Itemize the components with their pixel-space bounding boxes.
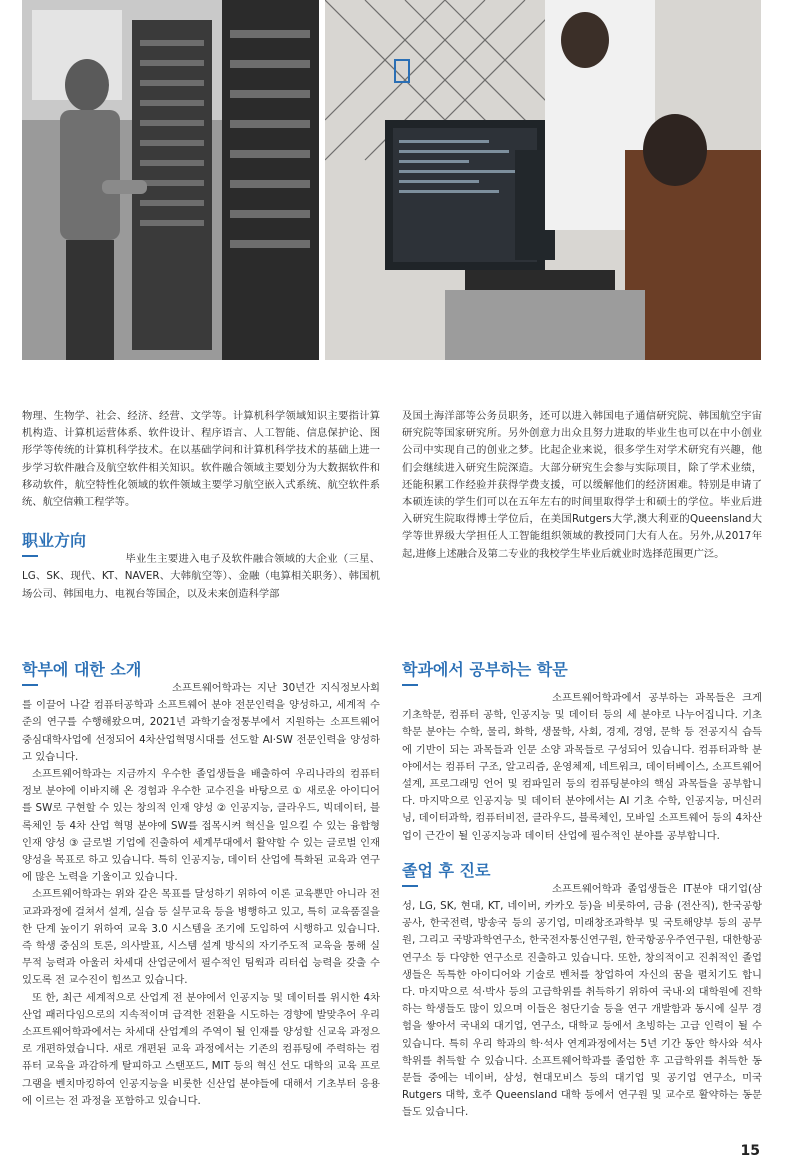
zh-left-column [22, 408, 380, 603]
zh-career-title: 职业方向 [22, 531, 87, 551]
ko-grad-text: 소프트웨어학과 졸업생들은 IT분야 대기업(삼성, LG, SK, 현대, KT, 네이버, 카카오 등)을 비롯하여, 금융 (전산직), 한국공항공사, 한국전력, 방송국 등의 공기업, 미래창조과학부 및 국토해양부 등의 공무원, 그리고 국방과학연구소, 한국전자통신연구원, 한국항공우주연구원, 대한항공연구소 등 다양한 연구소로 진출하고 있습니다. 또한, 창의적이고 진취적인 졸업생들은 독특한 아이디어와 기술로 벤처를 창업하여 자신의 꿈을 펼치기도 합니다. 마지막으로 석·박사 등의 고급학위를 취득하기 위하여 국내·외 대학원에 진학하는 학생들도 많이 있으며 이들은 첨단기술 등을 연구 개발함과 동시에 실무 경험을 쌓아서 국내외 대기업, 연구소, 대학교 등에서 초빙하는 고급 인력이 될 수 있습니다. 특히 우리 학과의 학·석사 연계과정에서는 5년 기간 동안 학사와 석사학위를 취득할 수 있습니다. 소프트웨어학과를 졸업한 후 고급학위를 취득한 동문들 중에는 네이버, 삼성, 현대모비스 등의 대기업 및 공기업 연구소, 미국 Rutgers 대학, 호주 Queensland 대학 등에서 연구원 및 교수로 활약하는 동문들도 있습니다. [402, 882, 762, 1119]
photo-students-at-computer [325, 0, 761, 360]
zh-career-text: 毕业生主要进入电子及软件融合领域的大企业（三星、LG、SK、现代、KT、NAVER、大韩航空等）、金融（电算相关职务）、韩国机场公司、韩国电力、电视台等国企，以及未来创造科学部 [22, 553, 380, 600]
zh-intro-text: 物理、生物学、社会、经济、经营、文学等。计算机科学领域知识主要指计算机构造、计算机运营体系、软件设计、程序语言、人工智能、信息保护论、图形学等传统的计算机科学技术。在以基础学问和计算机科学技术的基础上进一步学习软件融合及航空软件相关知识。软件融合领域主要划分为大数据软件和移动软件，航空特性化领域的软件领域主要学习航空嵌入式系统、航空软件系统、航空信赖工程学等。 [22, 410, 380, 509]
ko-study-text: 소프트웨어학과에서 공부하는 과목들은 크게 기초학문, 컴퓨터 공학, 인공지능 및 데이터 등의 세 분야로 나누어집니다. 기초학문 분야는 수학, 물리, 화학, 생물학, 사회, 경제, 경영, 문학 등 전공지식 습득에 기반이 되는 과목들과 인문 소양 과목들로 구성되어 있습니다. 컴퓨터과학 분야에서는 컴퓨터 구조, 알고리즘, 운영체제, 네트워크, 데이터베이스, 소프트웨어 설계, 프로그래밍 언어 및 컴파일러 등의 컴퓨팅분야의 핵심 과목들을 공부합니다. 마지막으로 인공지능 및 데이터 분야에서는 AI 기초 수학, 인공지능, 머신러닝, 데이터과학, 컴퓨터비전, 클라우드, 블록체인, 모바일 소프트웨어 등의 4차산업이 근간이 될 인공지능과 데이터 산업에 필수적인 분야를 공부합니다. [402, 692, 762, 842]
ko-left-column [22, 660, 380, 1110]
zh-right-column [402, 408, 762, 563]
ko-about-title: 학부에 대한 소개 [22, 660, 142, 679]
zh-right-text: 及国土海洋部等公务员职务，还可以进入韩国电子通信研究院、韩国航空宇宙研究院等国家研究所。另外创意力出众且努力进取的毕业生也可以在中小创业公司中实现自己的创业之梦。比起企业来说，很多学生对学术研究有兴趣，他们会继续进入研究生院深造。大部分研究生会参与实际项目，除了学术业绩，还能积累工作经验并获得学费支援，可以缓解他们的经济困难。特别是申请了本硕连读的学生们可以在五年左右的时间里取得学士和硕士的学位。毕业后进入研究生院取得博士学位后，在美国Rutgers大学,澳大利亚的Queensland大学等世界级大学担任人工智能组织领域的教授同门大有人在。另外,从2017年起,进修上述融合及第二专业的我校学生毕业后就业时选择范围更广泛。 [402, 410, 762, 560]
ko-about-text: 소프트웨어학과는 지난 30년간 지식정보사회를 이끌어 나갈 컴퓨터공학과 소프트웨어 분야 전문인력을 양성하고, 세계적 수준의 연구를 수행해왔으며, 2021년 과학기술정통부에서 지원하는 소프트웨어 중심대학사업에 선정되어 4차산업혁명시대를 선도할 AI·SW 전문인력을 양성하고 있습니다. 소프트웨어학과는 지금까지 우수한 졸업생들을 배출하여 우리나라의 컴퓨터 정보 분야에 이바지해 온 경험과 우수한 교수진을 바탕으로 ① 새로운 아이디어를 SW로 구현할 수 있는 창의적 인재 양성 ② 인공지능, 클라우드, 빅데이터, 블록체인 등 4차 산업 혁명 분야에 SW를 접목시켜 혁신을 일으킬 수 있는 융합형 인재 양성 ③ 글로벌 기업에 진출하여 세계무대에서 활약할 수 있는 글로벌 인재 양성을 목표로 하고 있습니다. 특히 인공지능, 데이터 산업에 특화된 교육과 연구에 많은 노력을 기울이고 있습니다. 소프트웨어학과는 위와 같은 목표를 달성하기 위하여 이론 교육뿐만 아니라 전 교과과정에 걸쳐서 설계, 실습 등 실무교육 등을 병행하고 있고, 특히 교육품질을 한 단계 높이기 위하여 교육 3.0 시스템을 조기에 도입하여 시행하고 있습니다. 즉 학생 중심의 토론, 의사발표, 시스템 설계 방식의 자기주도적 교육을 통해 실무적 능력과 아울러 차세대 산업군에서 필수적인 팀웍과 리터쉽 능력을 갖출 수 있도록 전 교수진이 힘쓰고 있습니다. 또 한, 최근 세계적으로 산업계 전 분야에서 인공지능 및 데이터를 위시한 4차 산업 패러다임으로의 지속적이며 급격한 전환을 시도하는 경향에 발맞추어 우리 소프트웨어학과에서는 차세대 산업계의 주역이 될 인재를 양성할 신교육 과정으로 개편하였습니다. 새로 개편된 교육 과정에서는 기존의 컴퓨팅에 주력하는 컴퓨터 교육을 과감하게 탈피하고 스탠포드, MIT 등의 혁신 선도 대학의 교육 프로그램을 벤치마킹하여 인공지능을 비롯한 신산업 분야들에 대해서 기초부터 응용에 이르는 전 과정을 포함하고 있습니다. [22, 682, 380, 1107]
page-number: 15 [740, 1143, 760, 1159]
ko-grad-title: 졸업 후 진로 [402, 860, 491, 880]
ko-study-title-bar [402, 684, 418, 686]
photo-server-room [22, 0, 319, 360]
ko-study-title: 학과에서 공부하는 학문 [402, 660, 568, 679]
ko-right-column [402, 660, 762, 1122]
